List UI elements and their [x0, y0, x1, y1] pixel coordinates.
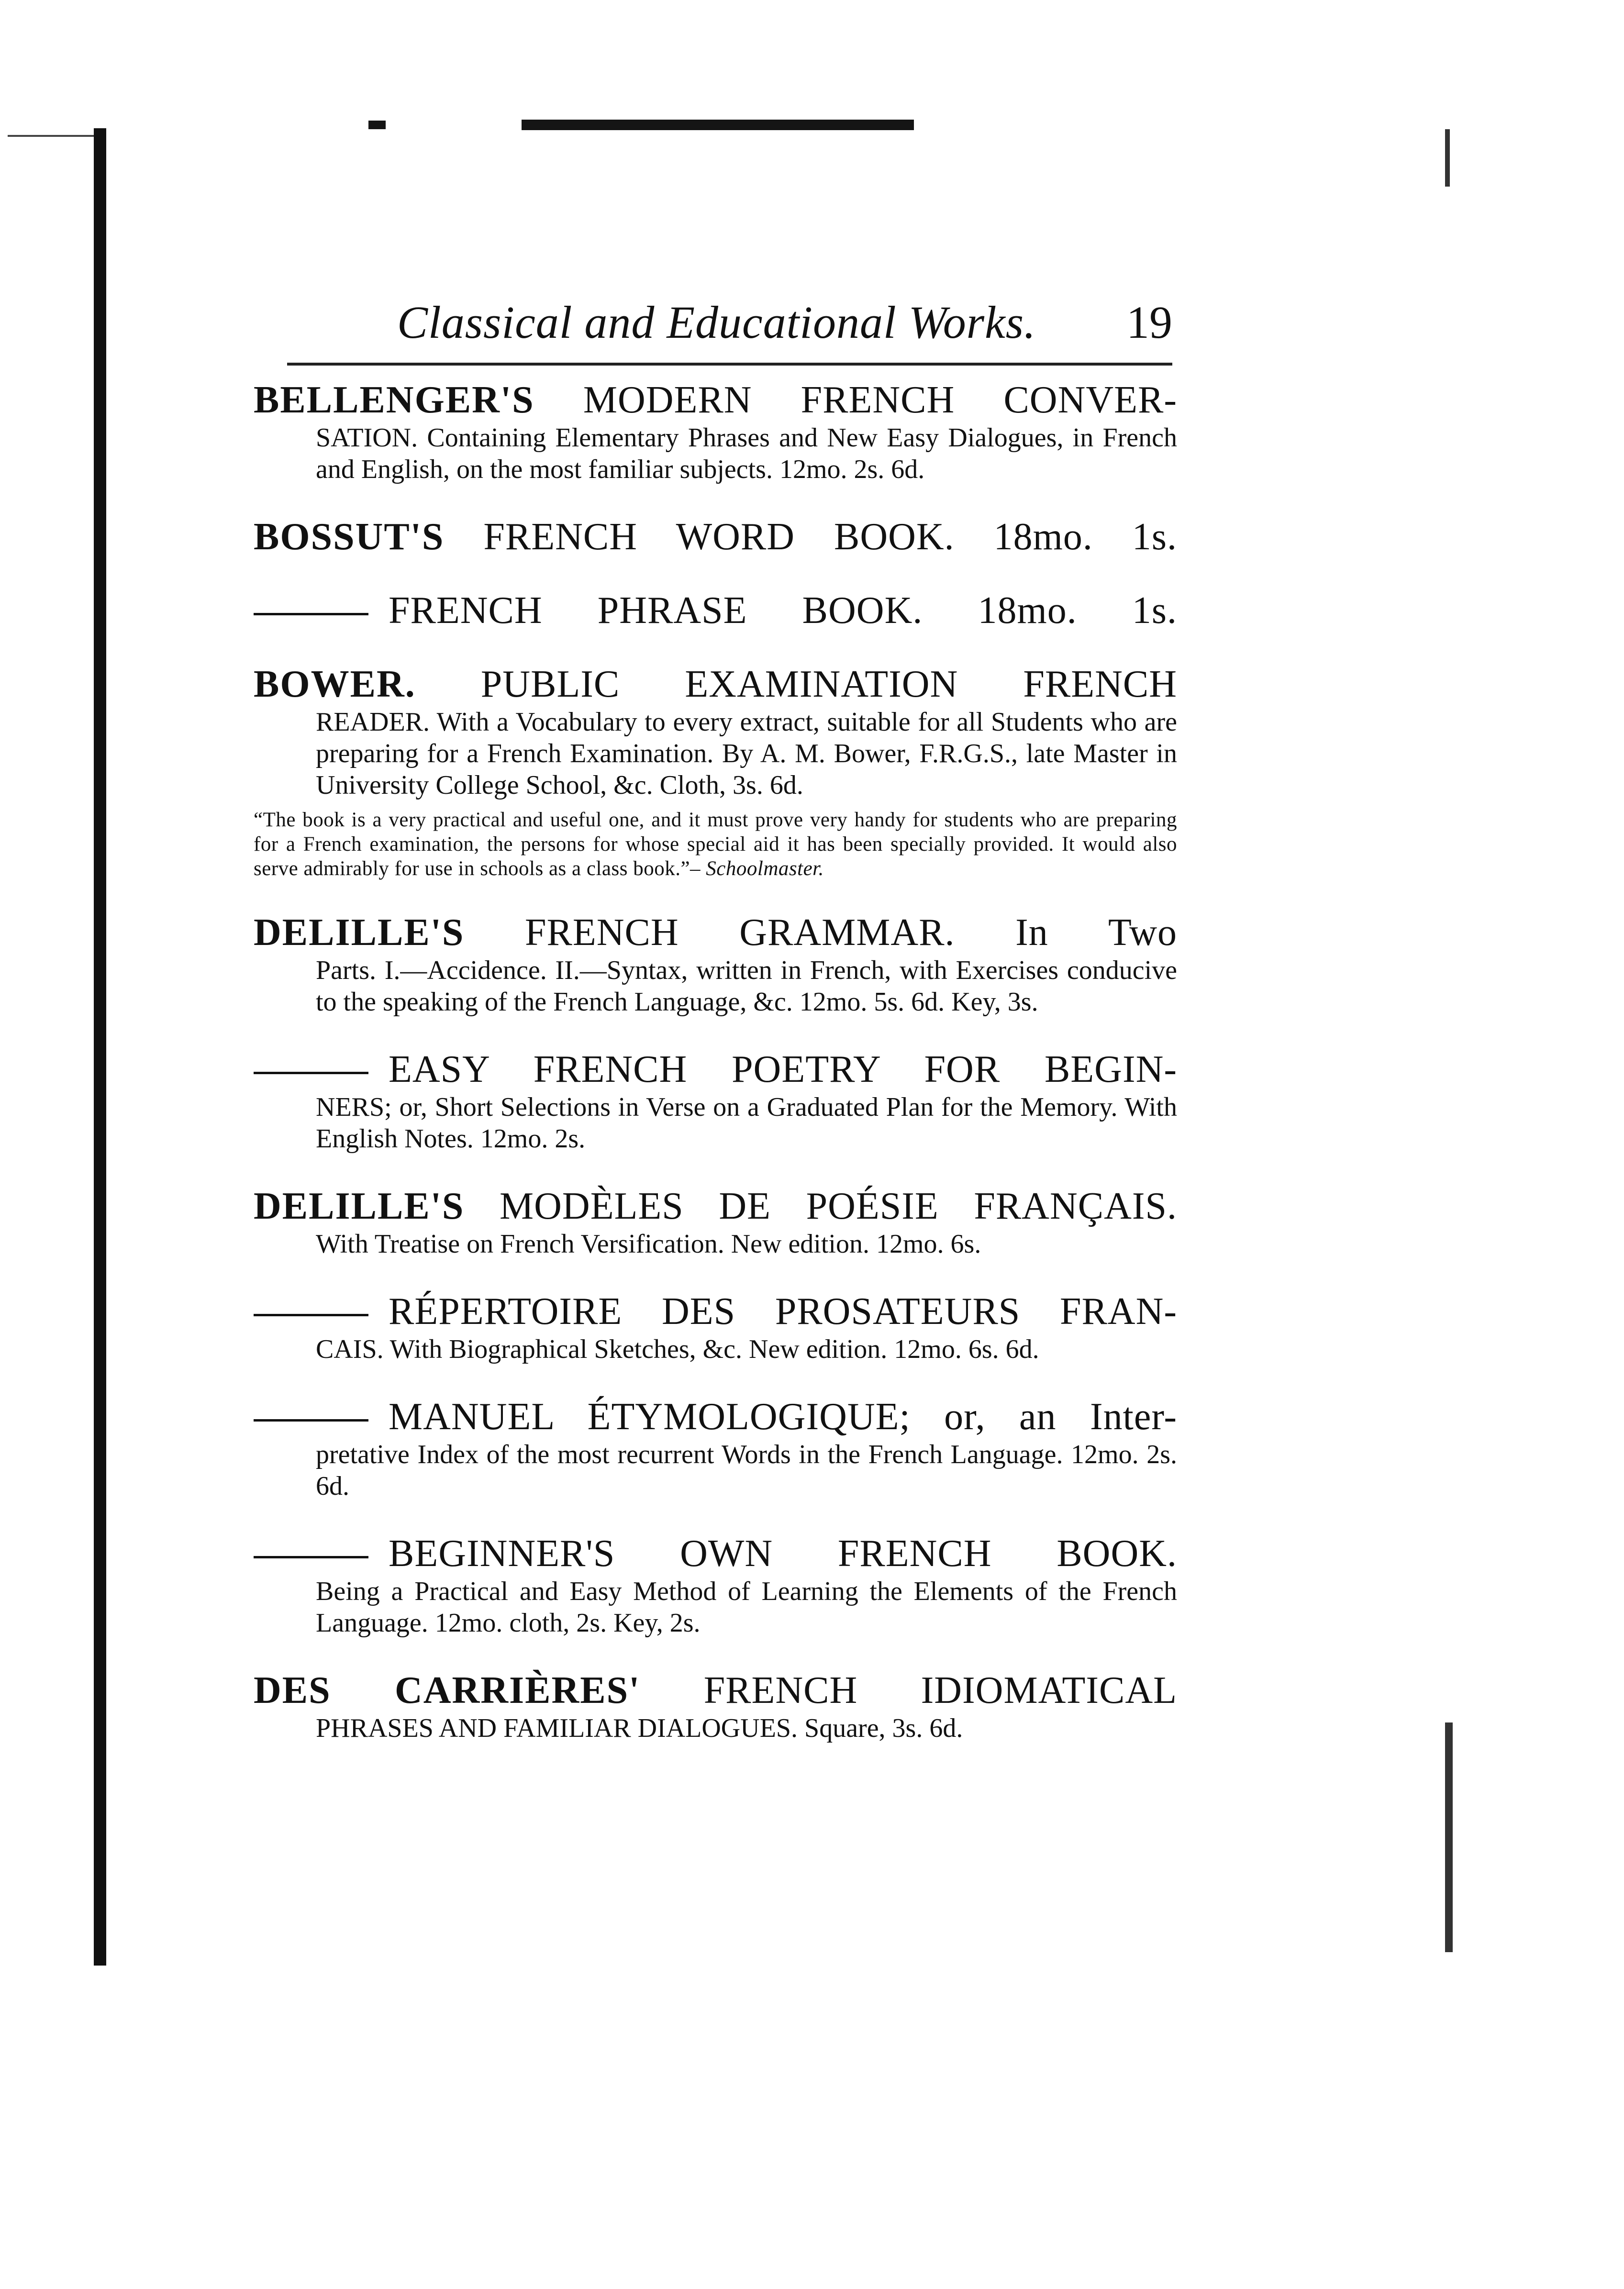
entry-heading — [254, 662, 1177, 706]
ditto-dash — [254, 613, 368, 615]
catalogue-listing — [254, 378, 1177, 1774]
list-item — [254, 1289, 1177, 1365]
ditto-dash — [254, 1072, 368, 1074]
list-item — [254, 911, 1177, 1018]
entry-description: Parts. I.—Accidence. II.—Syntax, written in French, with Exercises conducive to the speaking of the French Language, &c. 12mo. 5s. 6d. Key, 3s. — [316, 956, 1177, 1017]
list-item — [254, 515, 1177, 559]
list-item — [254, 1184, 1177, 1260]
entry-description: With Treatise on French Versification. New edition. 12mo. 6s. — [316, 1229, 981, 1259]
title-text: FRENCH IDIOMATICAL — [640, 1669, 1177, 1711]
author-name: DES CARRIÈRES' — [254, 1669, 641, 1711]
quote-source: Schoolmaster. — [706, 857, 824, 880]
entry-heading — [254, 1532, 1177, 1576]
author-name: DELILLE'S — [254, 1185, 465, 1227]
title-text: FRENCH WORD BOOK. 18mo. 1s. — [444, 516, 1177, 558]
list-item — [254, 1395, 1177, 1502]
page-edge-rule — [94, 128, 106, 1966]
running-header — [287, 291, 1172, 366]
entry-heading — [254, 911, 1177, 955]
ditto-dash — [254, 1419, 368, 1422]
title-text: FRENCH PHRASE BOOK. 18mo. 1s. — [389, 589, 1177, 632]
scan-edge-noise — [1445, 129, 1450, 187]
title-text: FRENCH GRAMMAR. In Two — [464, 911, 1177, 954]
review-quote — [254, 808, 1177, 881]
entry-description: PHRASES AND FAMILIAR DIALOGUES. Square, 3s. 6d. — [316, 1713, 963, 1743]
list-item — [254, 1668, 1177, 1744]
title-text: PUBLIC EXAMINATION FRENCH — [415, 663, 1177, 705]
entry-heading — [254, 1668, 1177, 1712]
scan-edge-noise — [1445, 1722, 1453, 1952]
entry-heading — [254, 378, 1177, 422]
title-text: EASY FRENCH POETRY FOR BEGIN- — [389, 1048, 1177, 1090]
scan-mark — [522, 120, 914, 130]
title-text: MANUEL ÉTYMOLOGIQUE; or, an Inter- — [389, 1396, 1177, 1438]
entry-description: pretative Index of the most recurrent Words in the French Language. 12mo. 2s. 6d. — [316, 1440, 1177, 1501]
title-text: MODÈLES DE POÉSIE FRANÇAIS. — [464, 1185, 1177, 1227]
title-text: BEGINNER'S OWN FRENCH BOOK. — [389, 1533, 1177, 1575]
author-name: DELILLE'S — [254, 911, 465, 954]
scan-mark — [368, 121, 386, 129]
entry-description: READER. With a Vocabulary to every extract, suitable for all Students who are preparing for a French Examination. By A. M. Bower, F.R.G.S., late Master in University College School, &c. Cloth, 3s. 6d. — [316, 707, 1177, 800]
page-number: 19 — [1126, 297, 1172, 348]
entry-heading — [254, 1395, 1177, 1439]
scan-edge-tick — [8, 135, 94, 137]
running-title: Classical and Educational Works. — [397, 297, 1036, 348]
list-item — [254, 1532, 1177, 1639]
entry-description: NERS; or, Short Selections in Verse on a Graduated Plan for the Memory. With English Notes. 12mo. 2s. — [316, 1092, 1177, 1154]
entry-heading — [254, 515, 1177, 559]
entry-description: SATION. Containing Elementary Phrases and New Easy Dialogues, in French and English, on the most familiar subjects. 12mo. 2s. 6d. — [316, 423, 1177, 484]
title-text: RÉPERTOIRE DES PROSATEURS FRAN- — [389, 1290, 1177, 1333]
list-item — [254, 1047, 1177, 1155]
entry-heading — [254, 1184, 1177, 1228]
list-item — [254, 378, 1177, 485]
author-name: BOSSUT'S — [254, 516, 445, 558]
ditto-dash — [254, 1314, 368, 1316]
entry-heading — [254, 1047, 1177, 1091]
title-text: MODERN FRENCH CONVER- — [534, 379, 1177, 421]
entry-description: CAIS. With Biographical Sketches, &c. New edition. 12mo. 6s. 6d. — [316, 1334, 1039, 1364]
list-item — [254, 589, 1177, 633]
author-name: BOWER. — [254, 663, 416, 705]
entry-heading — [254, 589, 1177, 633]
ditto-dash — [254, 1556, 368, 1558]
list-item — [254, 662, 1177, 881]
entry-heading — [254, 1289, 1177, 1333]
quote-text: “The book is a very practical and useful one, and it must prove very handy for students who are preparing for a French examination, the persons for whose special aid it has been specially provided. It would also serve admirably for use in schools as a class book.”– — [254, 809, 1177, 880]
author-name: BELLENGER'S — [254, 379, 534, 421]
entry-description: Being a Practical and Easy Method of Learning the Elements of the French Language. 12mo. cloth, 2s. Key, 2s. — [316, 1577, 1177, 1638]
